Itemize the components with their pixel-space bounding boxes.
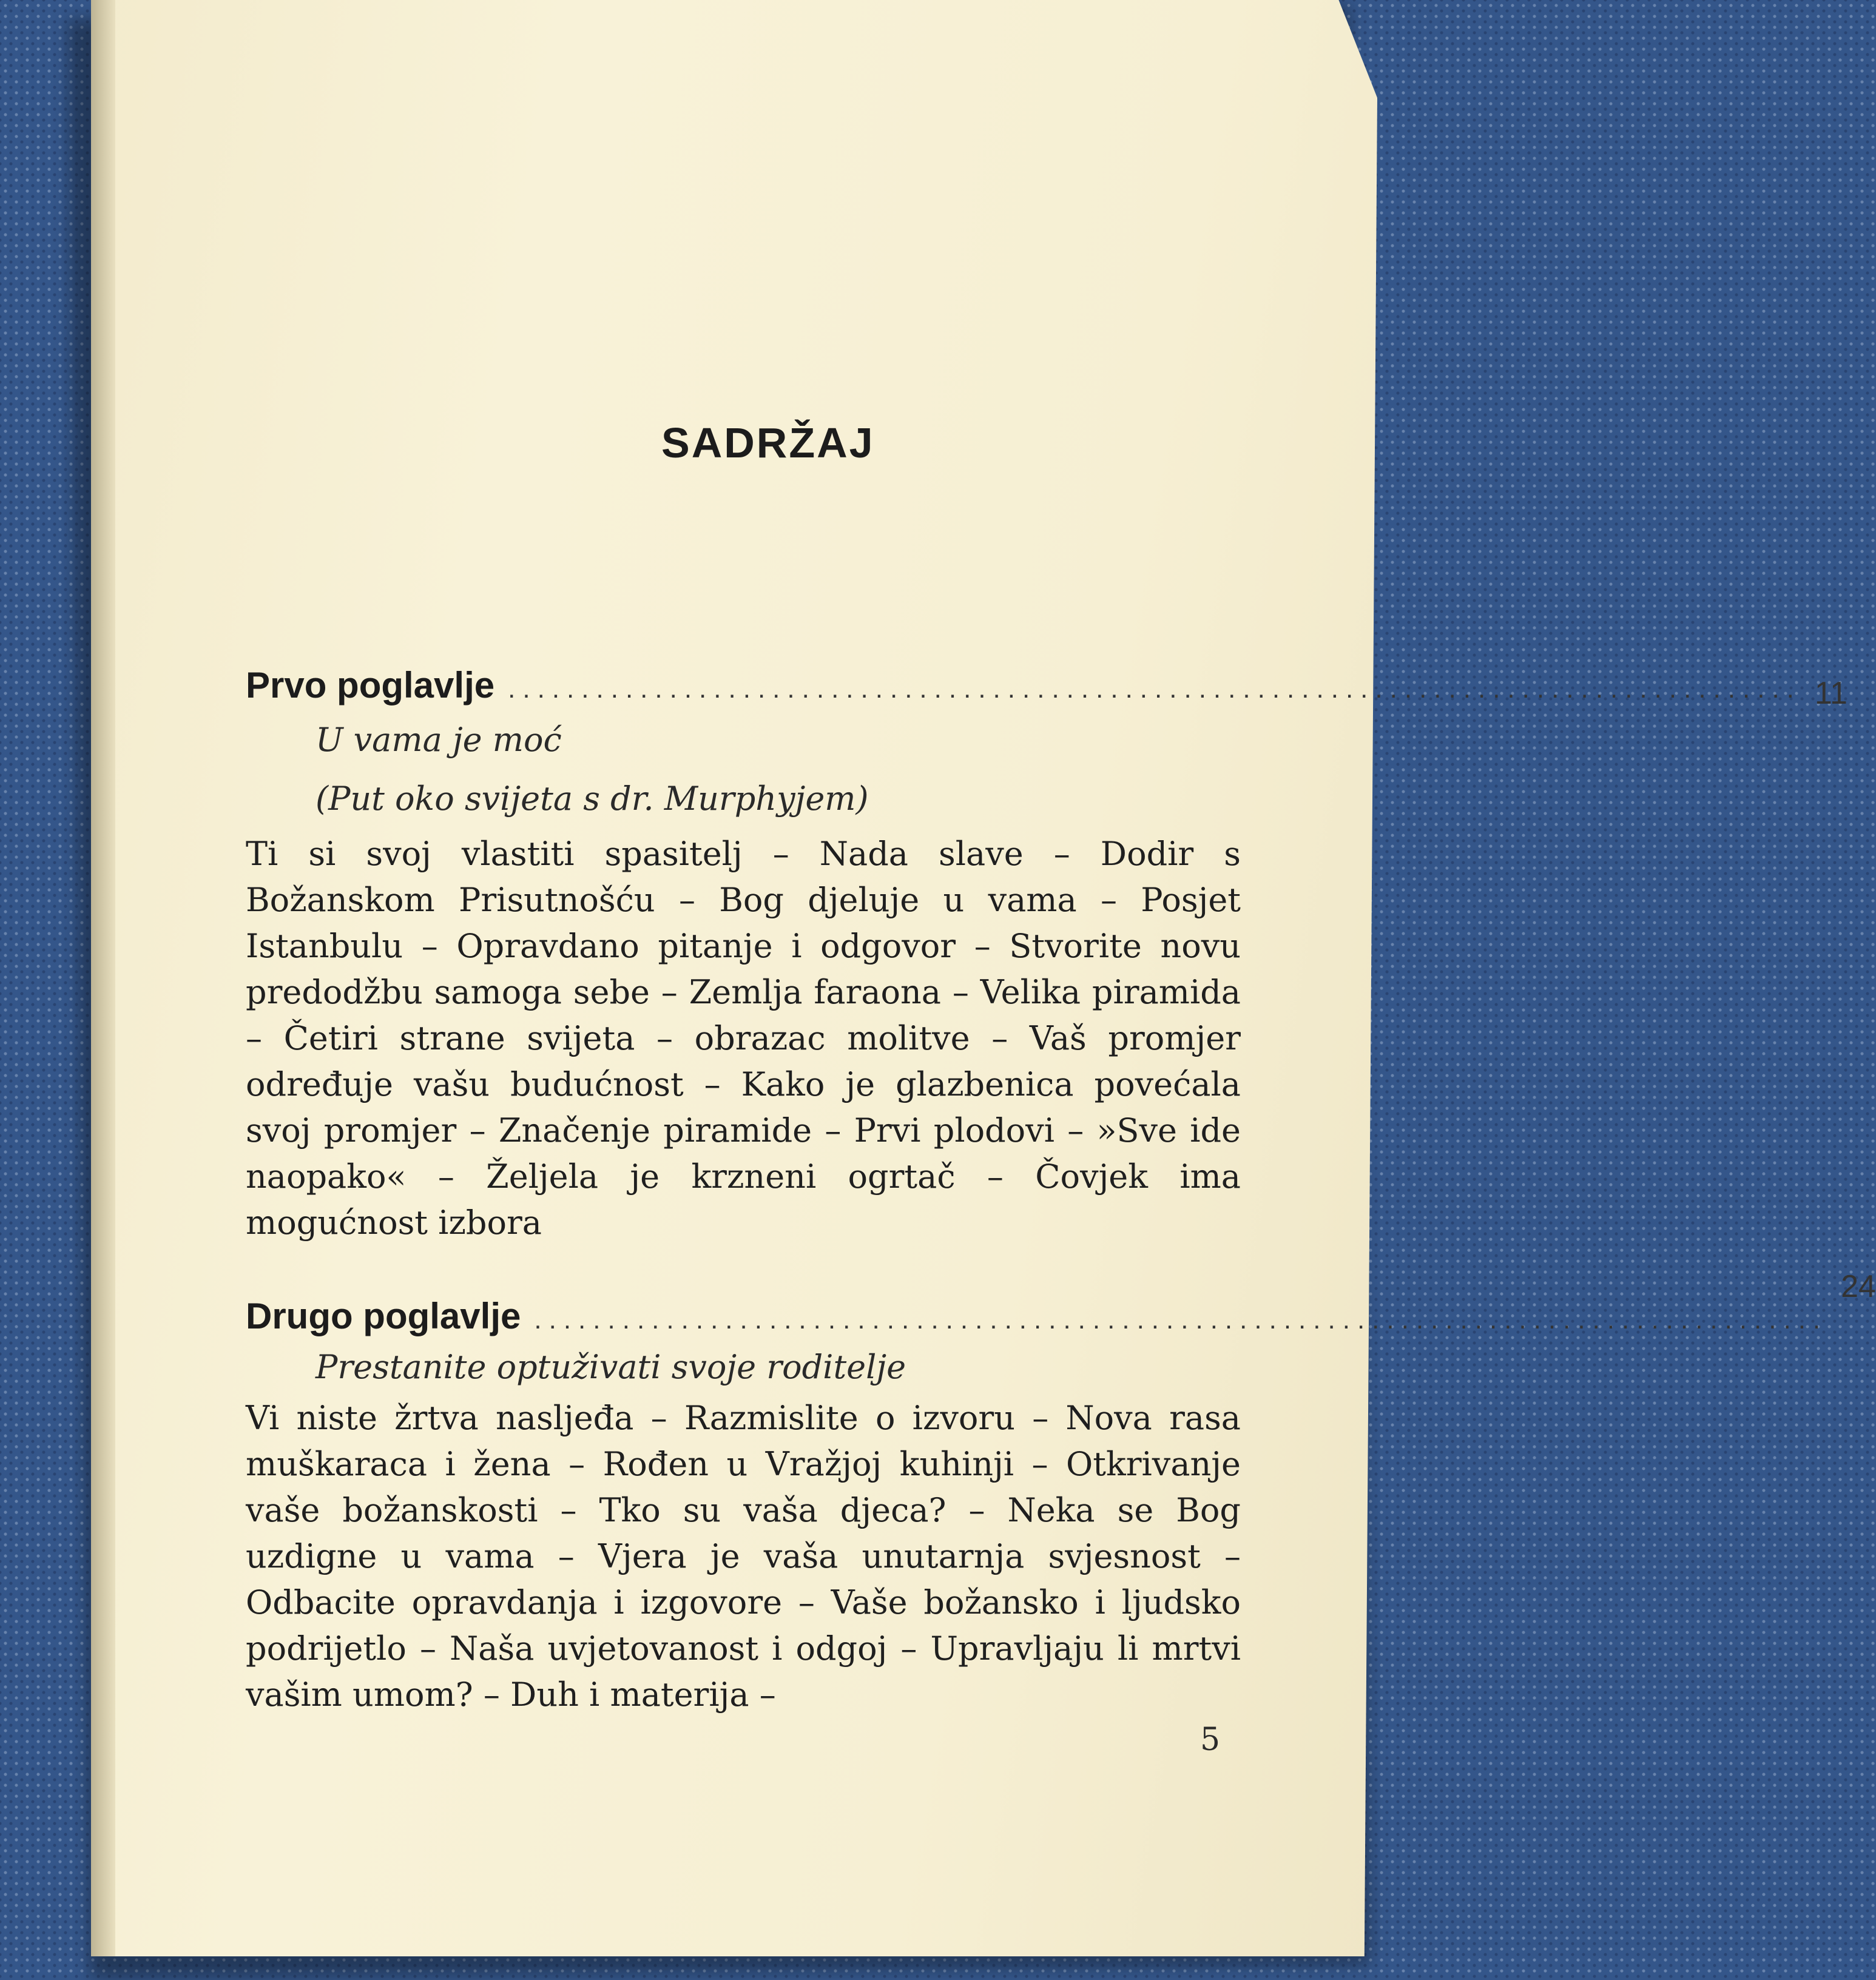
chapter-page-number: 24 [1841, 1269, 1876, 1304]
page-number: 5 [1200, 1722, 1221, 1758]
page-title: SADRŽAJ [661, 419, 875, 466]
chapter-heading: Drugo poglavlje [246, 1296, 521, 1336]
chapter-subtitle: Prestanite optuživati svoje roditelje [315, 1348, 906, 1386]
chapter-entry-1 [246, 664, 1847, 711]
dot-leader: ........................................................................................ [508, 674, 1801, 704]
chapter-page-number: 11 [1814, 676, 1847, 711]
chapter-entry-2 [246, 1269, 1876, 1337]
chapter-topics: Ti si svoj vlastiti spasitelj – Nada slave – Dodir s Božanskom Prisutnošću – Bog djeluje u vama – Posjet Istanbulu – Opravdano pitanje i odgovor – Stvorite novu predodžbu samoga sebe – Zemlja faraona – Velika piramida – Četiri strane svijeta – obrazac molitve – Vaš promjer određuje vašu budućnost – Kako je glazbenica povećala svoj promjer – Značenje piramide – Prvi plodovi – »Sve ide naopako« – Željela je krzneni ogrtač – Čovjek ima mogućnost izbora [246, 835, 1241, 1242]
dot-leader: ........................................................................................ [534, 1305, 1828, 1335]
chapter-topics: Vi niste žrtva nasljeđa – Razmislite o izvoru – Nova rasa muškaraca i žena – Rođen u Vražjoj kuhinji – Otkrivanje vaše božanskosti – Tko su vaša djeca? – Neka se Bog uzdigne u vama – Vjera je vaša unutarnja svjesnost – Odbacite opravdanja i izgovore – Vaše božansko i ljudsko podrijetlo – Naša uvjetovanost i odgoj – Upravljaju li mrtvi vašim umom? – Duh i materija – [246, 1399, 1241, 1714]
chapter-subtitle: (Put oko svijeta s dr. Murphyjem) [315, 780, 869, 818]
chapter-subtitle: U vama je moć [315, 721, 562, 759]
chapter-heading: Prvo poglavlje [246, 665, 495, 705]
